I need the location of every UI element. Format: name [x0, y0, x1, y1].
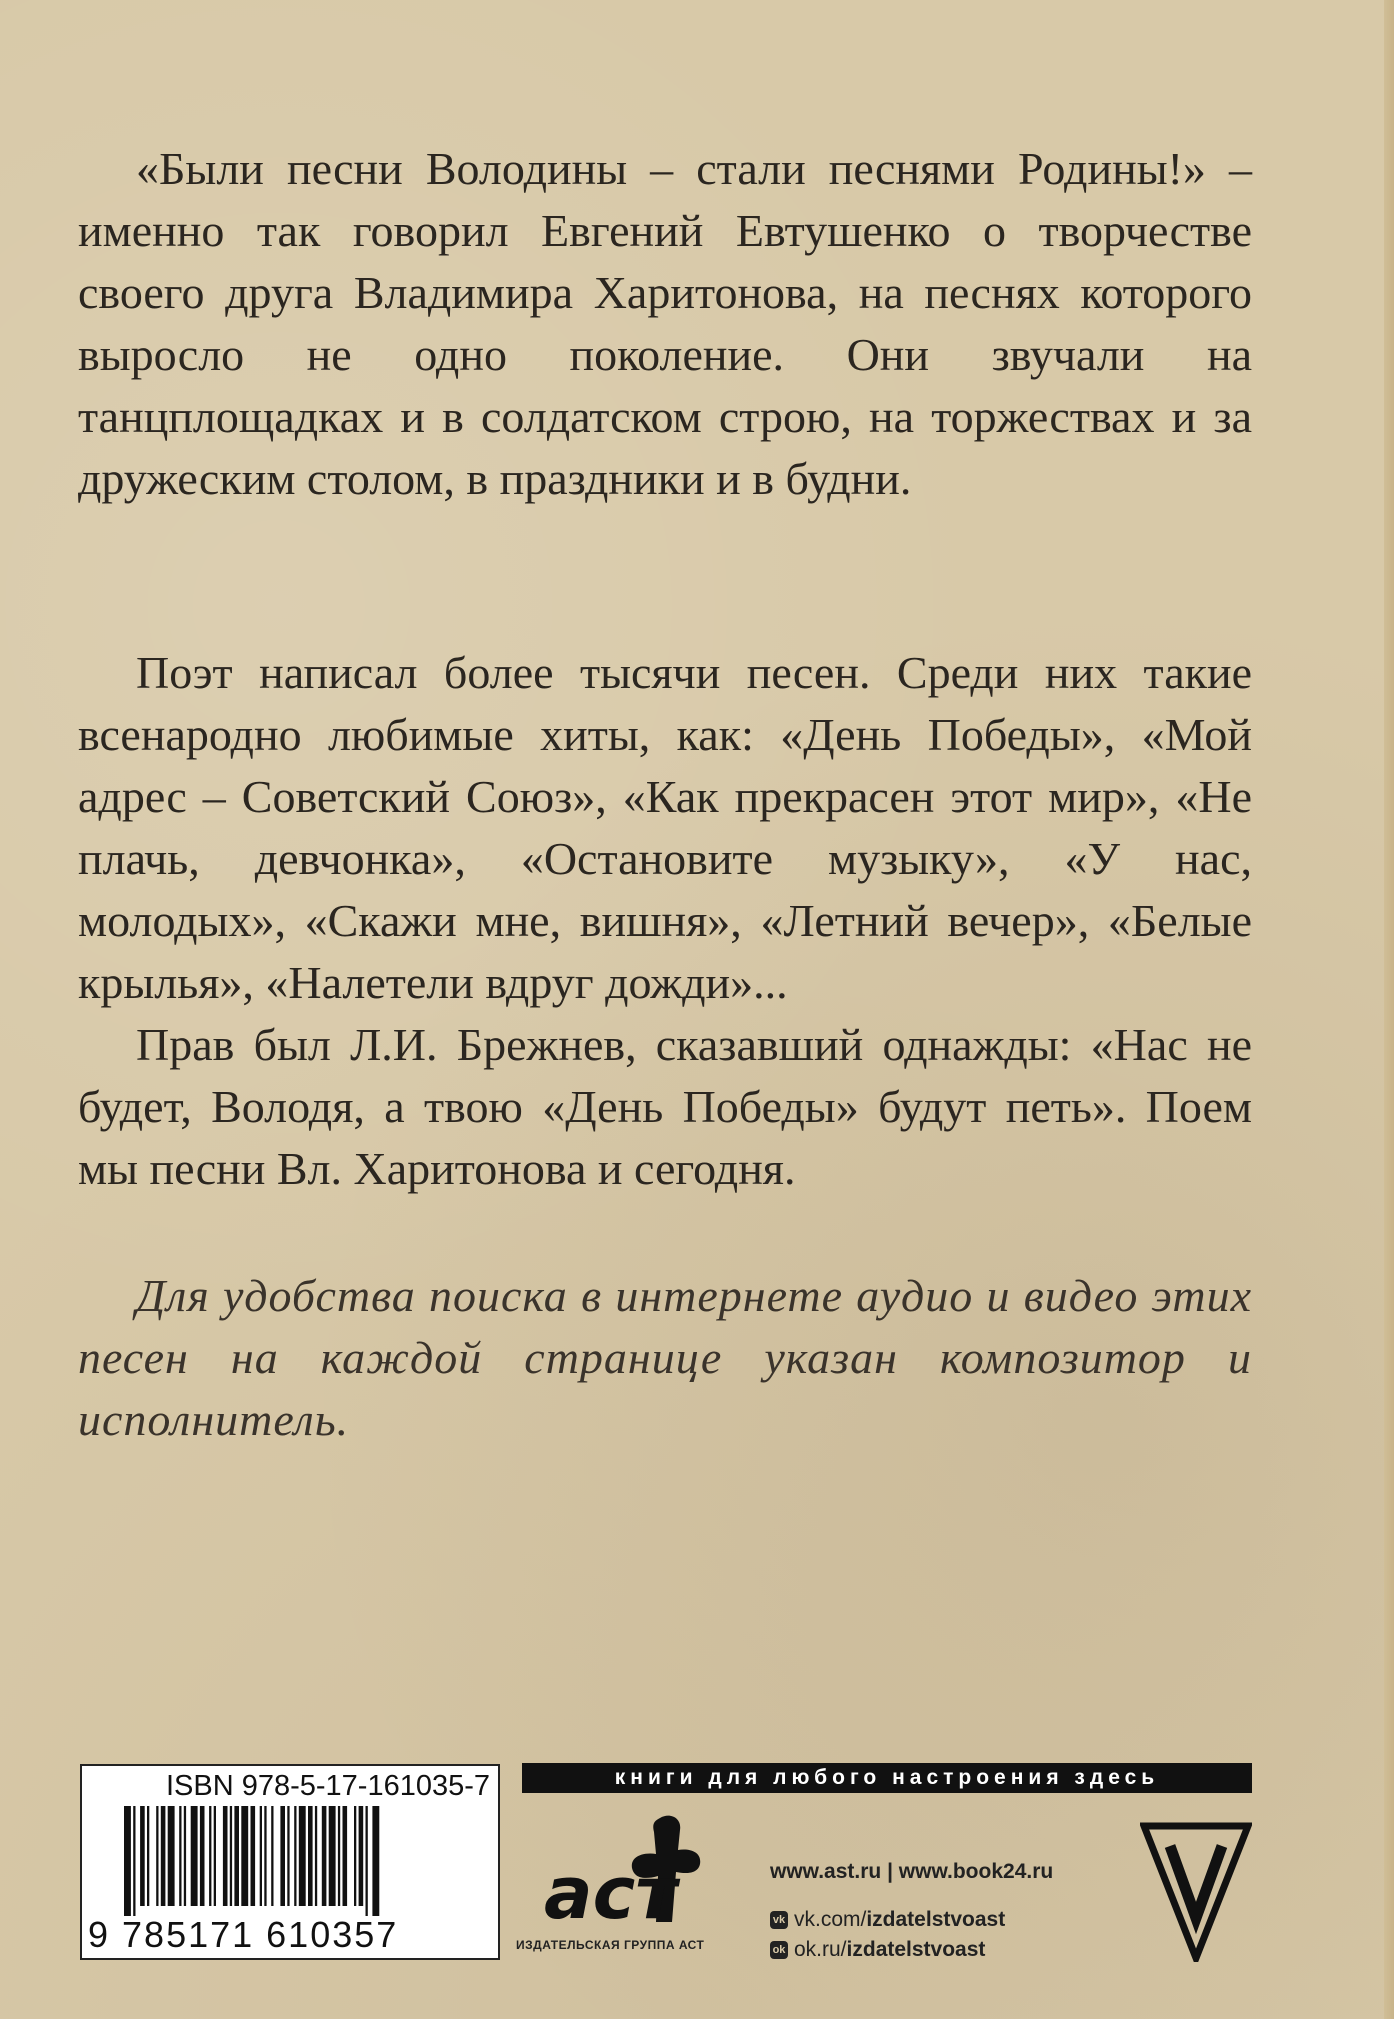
barcode-bar	[147, 1806, 149, 1906]
barcode-bar	[191, 1806, 198, 1906]
barcode-bar	[264, 1806, 266, 1906]
barcode-bar	[280, 1806, 285, 1906]
barcode-bar	[299, 1806, 306, 1906]
barcode-bar	[315, 1806, 317, 1906]
slogan-bar: книги для любого настроения здесь	[522, 1763, 1252, 1793]
barcode-bar	[214, 1806, 216, 1906]
barcode-bar	[234, 1806, 239, 1906]
barcode-bar	[366, 1806, 368, 1916]
annotation-paragraph: «Были песни Володины – стали песнями Родины!» – именно так говорил Евгений Евтушенко о творчестве своего друга Владимира Харитонова, на песнях которого выросло не одно поколение. Они звучали на танцплощадках и в солдатском строю, на торжествах и за дружеским столом, в праздники и в будни.	[78, 143, 1252, 504]
barcode-bar	[168, 1806, 175, 1906]
v-emblem-icon	[1140, 1822, 1252, 1962]
publisher-label: ИЗДАТЕЛЬСКАЯ ГРУППА АСТ	[516, 1938, 705, 1952]
barcode-bar	[329, 1806, 336, 1906]
barcode-bar	[223, 1806, 228, 1906]
barcode-bar	[338, 1806, 340, 1906]
ast-logo-text: аст	[544, 1851, 677, 1930]
annotation-block-1	[78, 138, 1252, 510]
barcode-digits: 9 785171 610357	[88, 1914, 399, 1955]
barcode-bar	[251, 1806, 256, 1906]
barcode-bar	[140, 1806, 145, 1906]
vk-link-prefix: vk.com/	[794, 1908, 867, 1931]
barcode-bar	[359, 1806, 364, 1906]
barcode-bar	[322, 1806, 327, 1906]
barcode-bar	[179, 1806, 181, 1906]
barcode-bar	[343, 1806, 348, 1906]
vk-link[interactable]	[770, 1908, 1053, 1932]
vk-link-handle: izdatelstvoast	[866, 1908, 1006, 1931]
ok-link-handle: izdatelstvoast	[846, 1938, 986, 1961]
barcode-bar	[271, 1806, 273, 1906]
barcode-bar	[230, 1806, 232, 1906]
barcode-bar	[133, 1806, 135, 1916]
barcode-bar	[308, 1806, 313, 1906]
vk-icon: vk	[770, 1911, 788, 1929]
annotation-paragraph: Поэт написал более тысячи песен. Среди них такие всенародно любимые хиты, как: «День Победы», «Мой адрес – Советский Союз», «Как прекрасен этот мир», «Не плачь, девчонка», «Остановите музыку», «У нас, молодых», «Скажи мне, вишня», «Летний вечер», «Белые крылья», «Налетели вдруг дожди»...	[78, 647, 1252, 1008]
barcode-bar	[161, 1806, 166, 1906]
barcode-bar	[124, 1806, 131, 1916]
barcode-bar	[287, 1806, 289, 1906]
ok-icon: ok	[770, 1941, 788, 1959]
publisher-links	[770, 1860, 1053, 1968]
barcode-bar	[294, 1806, 296, 1906]
barcode-bar	[184, 1806, 186, 1906]
barcode-bars	[124, 1806, 464, 1916]
isbn-number: ISBN 978-5-17-161035-7	[165, 1770, 490, 1802]
annotation-block-2	[78, 642, 1252, 1200]
annotation-paragraph: Прав был Л.И. Брежнев, сказавший однажды: «Нас не будет, Володя, а твою «День Победы» будут петь». Поем мы песни Вл. Харитонова и сегодня.	[78, 1019, 1252, 1194]
barcode-bar	[372, 1806, 379, 1916]
barcode-bar	[354, 1806, 356, 1906]
barcode-bar	[260, 1806, 262, 1906]
ok-link-prefix: ok.ru/	[794, 1938, 847, 1961]
barcode-bar	[209, 1806, 211, 1906]
search-note-text: Для удобства поиска в интернете аудио и видео этих песен на каждой странице указан композитор и исполнитель.	[78, 1270, 1252, 1445]
barcode-bar	[156, 1806, 158, 1906]
barcode-bar	[200, 1806, 205, 1906]
website-links[interactable]: www.ast.ru | www.book24.ru	[770, 1860, 1054, 1883]
isbn-barcode	[80, 1764, 500, 1960]
ok-link[interactable]	[770, 1938, 1053, 1962]
ast-logo-icon	[540, 1810, 720, 1930]
barcode-bar	[241, 1806, 248, 1906]
search-note	[78, 1265, 1252, 1451]
cover-edge	[1384, 0, 1394, 2019]
